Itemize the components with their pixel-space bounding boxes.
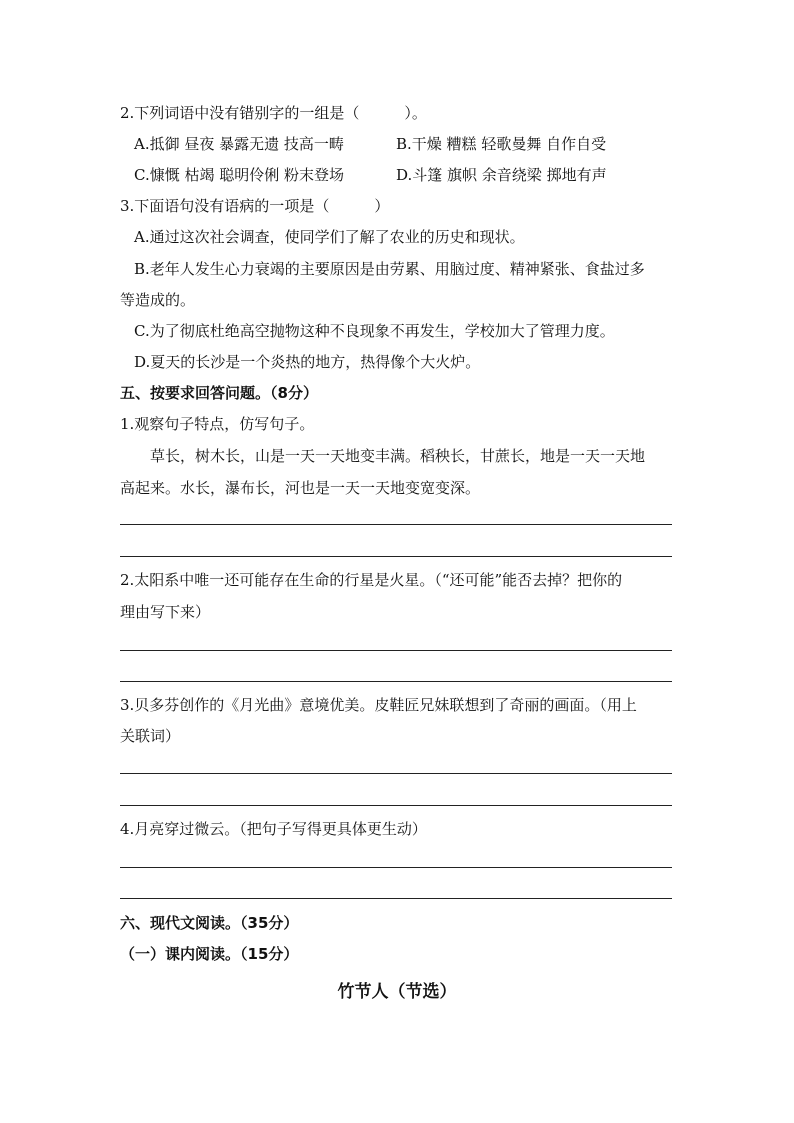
- section5-q2-line1: 2.太阳系中唯一还可能存在生命的行星是火星。（“还可能”能否去掉？把你的: [120, 571, 623, 589]
- answer-line[interactable]: [120, 650, 672, 651]
- answer-line[interactable]: [120, 898, 672, 899]
- q3-option-a: A.通过这次社会调查，使同学们了解了农业的历史和现状。: [134, 228, 525, 246]
- q2-option-d: D.斗篷 旗帜 余音绕梁 掷地有声: [396, 166, 607, 184]
- answer-line[interactable]: [120, 681, 672, 682]
- passage-title: 竹节人（节选）: [337, 982, 457, 1002]
- section5-heading: 五、按要求回答问题。（8分）: [120, 384, 318, 402]
- section5-q1-text-line1: 草长，树木长，山是一天一天地变丰满。稻秧长，甘蔗长，地是一天一天地: [150, 447, 646, 465]
- answer-line[interactable]: [120, 556, 672, 557]
- answer-line[interactable]: [120, 805, 672, 806]
- section5-q2-line2: 理由写下来）: [120, 603, 211, 621]
- answer-line[interactable]: [120, 867, 672, 868]
- section5-q4: 4.月亮穿过微云。（把句子写得更具体更生动）: [120, 820, 427, 838]
- answer-line[interactable]: [120, 524, 672, 525]
- section6-heading: 六、现代文阅读。（35分）: [120, 914, 299, 932]
- section5-q1-stem: 1.观察句子特点，仿写句子。: [120, 415, 315, 433]
- q3-option-b-line1: B.老年人发生心力衰竭的主要原因是由劳累、用脑过度、精神紧张、食盐过多: [134, 260, 645, 278]
- q2-stem: 2.下列词语中没有错别字的一组是（ ）。: [120, 104, 427, 122]
- q2-option-b: B.干燥 糟糕 轻歌曼舞 自作自受: [396, 135, 607, 153]
- section5-q3-line1: 3.贝多芬创作的《月光曲》意境优美。皮鞋匠兄妹联想到了奇丽的画面。（用上: [120, 696, 637, 714]
- q2-option-a: A.抵御 昼夜 暴露无遗 技高一畴: [134, 135, 344, 153]
- q2-option-c: C.慷慨 枯竭 聪明伶俐 粉末登场: [134, 166, 345, 184]
- q3-option-b-line2: 等造成的。: [120, 291, 196, 309]
- q3-option-d: D.夏天的长沙是一个炎热的地方，热得像个大火炉。: [134, 353, 481, 371]
- section6-sub-heading: （一）课内阅读。（15分）: [120, 945, 299, 963]
- q3-stem: 3.下面语句没有语病的一项是（ ）: [120, 197, 390, 215]
- section5-q1-text-line2: 高起来。水长，瀑布长，河也是一天一天地变宽变深。: [120, 479, 481, 497]
- answer-line[interactable]: [120, 773, 672, 774]
- section5-q3-line2: 关联词）: [120, 727, 181, 745]
- q3-option-c: C.为了彻底杜绝高空抛物这种不良现象不再发生，学校加大了管理力度。: [134, 322, 615, 340]
